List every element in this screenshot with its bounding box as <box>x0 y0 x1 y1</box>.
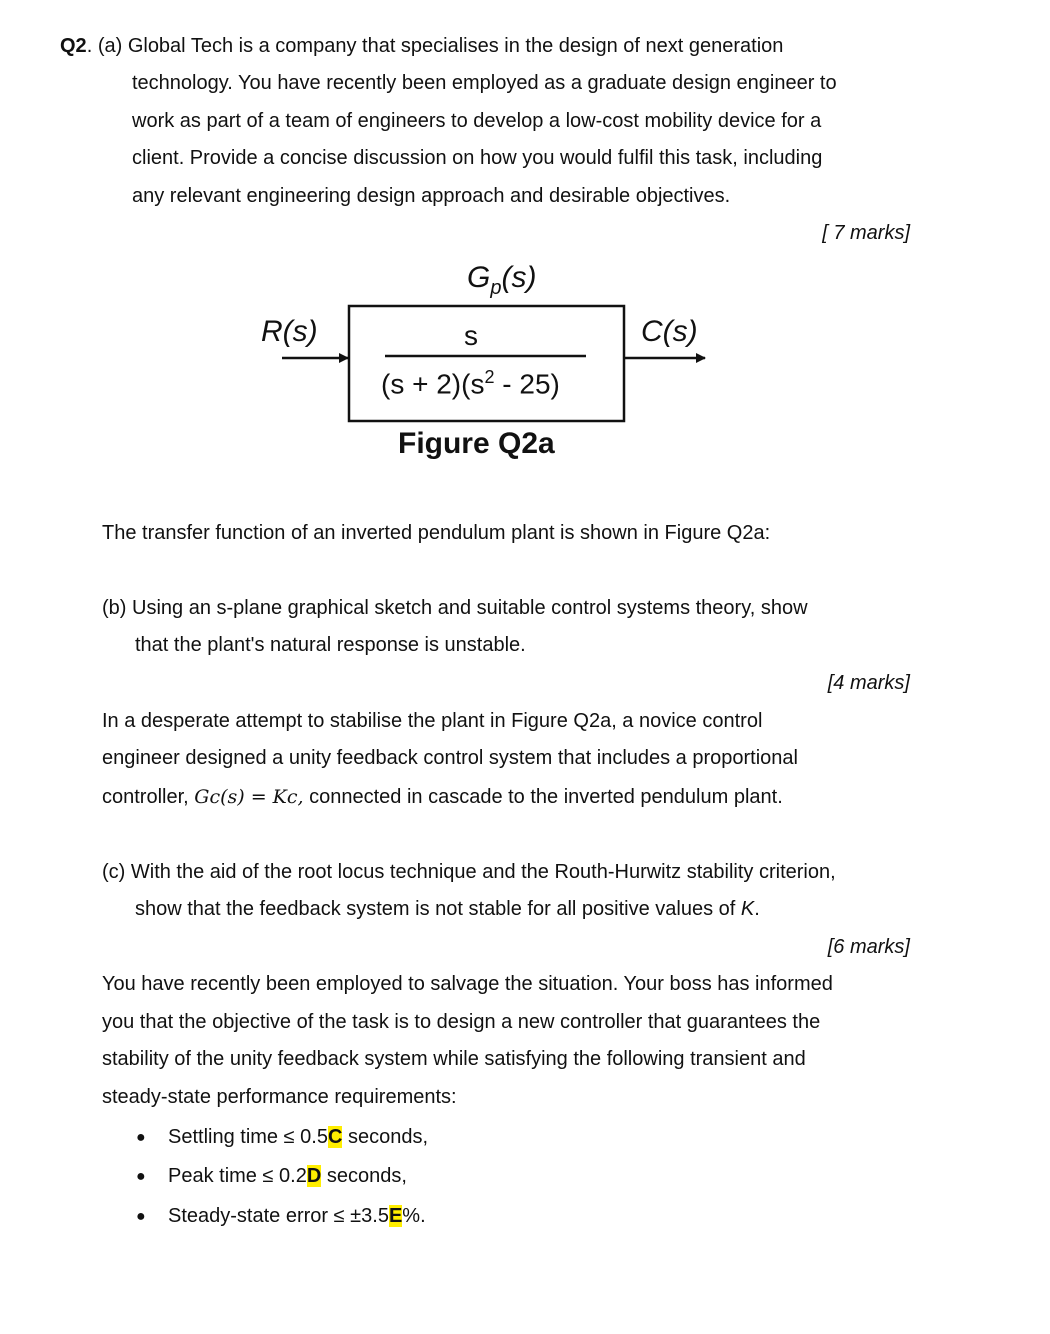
part-a-line4: client. Provide a concise discussion on how you would fulfil this task, including <box>132 147 823 169</box>
input-label <box>261 315 318 349</box>
bullet-icon: ● <box>136 1208 146 1225</box>
numerator: s <box>464 320 478 351</box>
figure-intro: The transfer function of an inverted pendulum plant is shown in Figure Q2a: <box>102 522 771 544</box>
question-q2-line1 <box>60 33 783 59</box>
requirement-text: Peak time ≤ 0.2 <box>168 1165 307 1187</box>
requirement-highlight: E <box>388 1205 403 1227</box>
requirement-highlight: D <box>306 1165 322 1187</box>
output-label <box>641 315 698 349</box>
den-part2: - 25) <box>494 368 560 400</box>
bullet-icon: ● <box>136 1168 146 1185</box>
input-label-text: R(s) <box>261 315 318 348</box>
plant-title-arg: (s) <box>501 261 537 294</box>
part-c-k: K <box>740 898 755 920</box>
requirement-item <box>136 1203 426 1229</box>
q2-dot: . <box>86 35 98 57</box>
part-b-line1: (b) Using an s-plane graphical sketch and suitable control systems theory, show <box>102 597 808 619</box>
requirement-item <box>136 1163 407 1189</box>
part-a-line5: any relevant engineering design approach and desirable objectives. <box>132 185 731 207</box>
salvage-line4: steady-state performance requirements: <box>102 1086 457 1108</box>
plant-title-g: G <box>467 261 491 294</box>
part-b-marks: [4 marks] <box>827 672 910 694</box>
plant-block <box>349 306 624 421</box>
den-part1: (s + 2)(s <box>381 368 485 400</box>
novice-line3 <box>102 784 783 810</box>
novice-line3-pre: controller, <box>102 786 195 808</box>
part-c-line2-post: . <box>754 898 760 920</box>
requirement-suffix: %. <box>402 1205 426 1227</box>
part-a-line1: (a) Global Tech is a company that specialises in the design of next generation <box>97 35 784 57</box>
requirement-item <box>136 1124 428 1150</box>
part-c-marks: [6 marks] <box>827 936 910 958</box>
salvage-line3: stability of the unity feedback system while satisfying the following transient and <box>102 1048 806 1070</box>
novice-line2: engineer designed a unity feedback control system that includes a proportional <box>102 747 798 769</box>
part-c-line2 <box>135 896 760 922</box>
salvage-line2: you that the objective of the task is to design a new controller that guarantees the <box>102 1011 821 1033</box>
plant-title-sub: p <box>490 277 502 299</box>
part-b-line2: that the plant's natural response is unstable. <box>135 634 526 656</box>
requirement-text: Settling time ≤ 0.5 <box>168 1126 328 1148</box>
controller-equation: Gc(s) = Kc, <box>194 786 304 808</box>
salvage-line1: You have recently been employed to salvage the situation. Your boss has informed <box>102 973 833 995</box>
bullet-icon: ● <box>136 1129 146 1146</box>
requirement-suffix: seconds, <box>321 1165 407 1187</box>
plant-title <box>467 261 537 299</box>
den-exp: 2 <box>484 367 495 387</box>
part-c-line2-pre: show that the feedback system is not stable for all positive values of <box>135 898 741 920</box>
output-label-text: C(s) <box>641 315 698 348</box>
part-a-marks: [ 7 marks] <box>822 222 910 244</box>
figure-caption: Figure Q2a <box>398 427 555 460</box>
novice-line3-post: connected in cascade to the inverted pendulum plant. <box>303 786 783 808</box>
part-a-line2: technology. You have recently been employed as a graduate design engineer to <box>132 72 837 94</box>
requirement-text: Steady-state error ≤ ±3.5 <box>168 1205 389 1227</box>
novice-line1: In a desperate attempt to stabilise the plant in Figure Q2a, a novice control <box>102 710 763 732</box>
figure-q2a-block-diagram <box>255 255 725 470</box>
requirement-suffix: seconds, <box>342 1126 429 1148</box>
question-number: Q2 <box>60 35 87 57</box>
part-c-line1: (c) With the aid of the root locus technique and the Routh-Hurwitz stability criterion, <box>102 861 836 883</box>
part-a-line3: work as part of a team of engineers to develop a low-cost mobility device for a <box>132 110 822 132</box>
denominator <box>381 367 560 400</box>
requirement-highlight: C <box>327 1126 343 1148</box>
